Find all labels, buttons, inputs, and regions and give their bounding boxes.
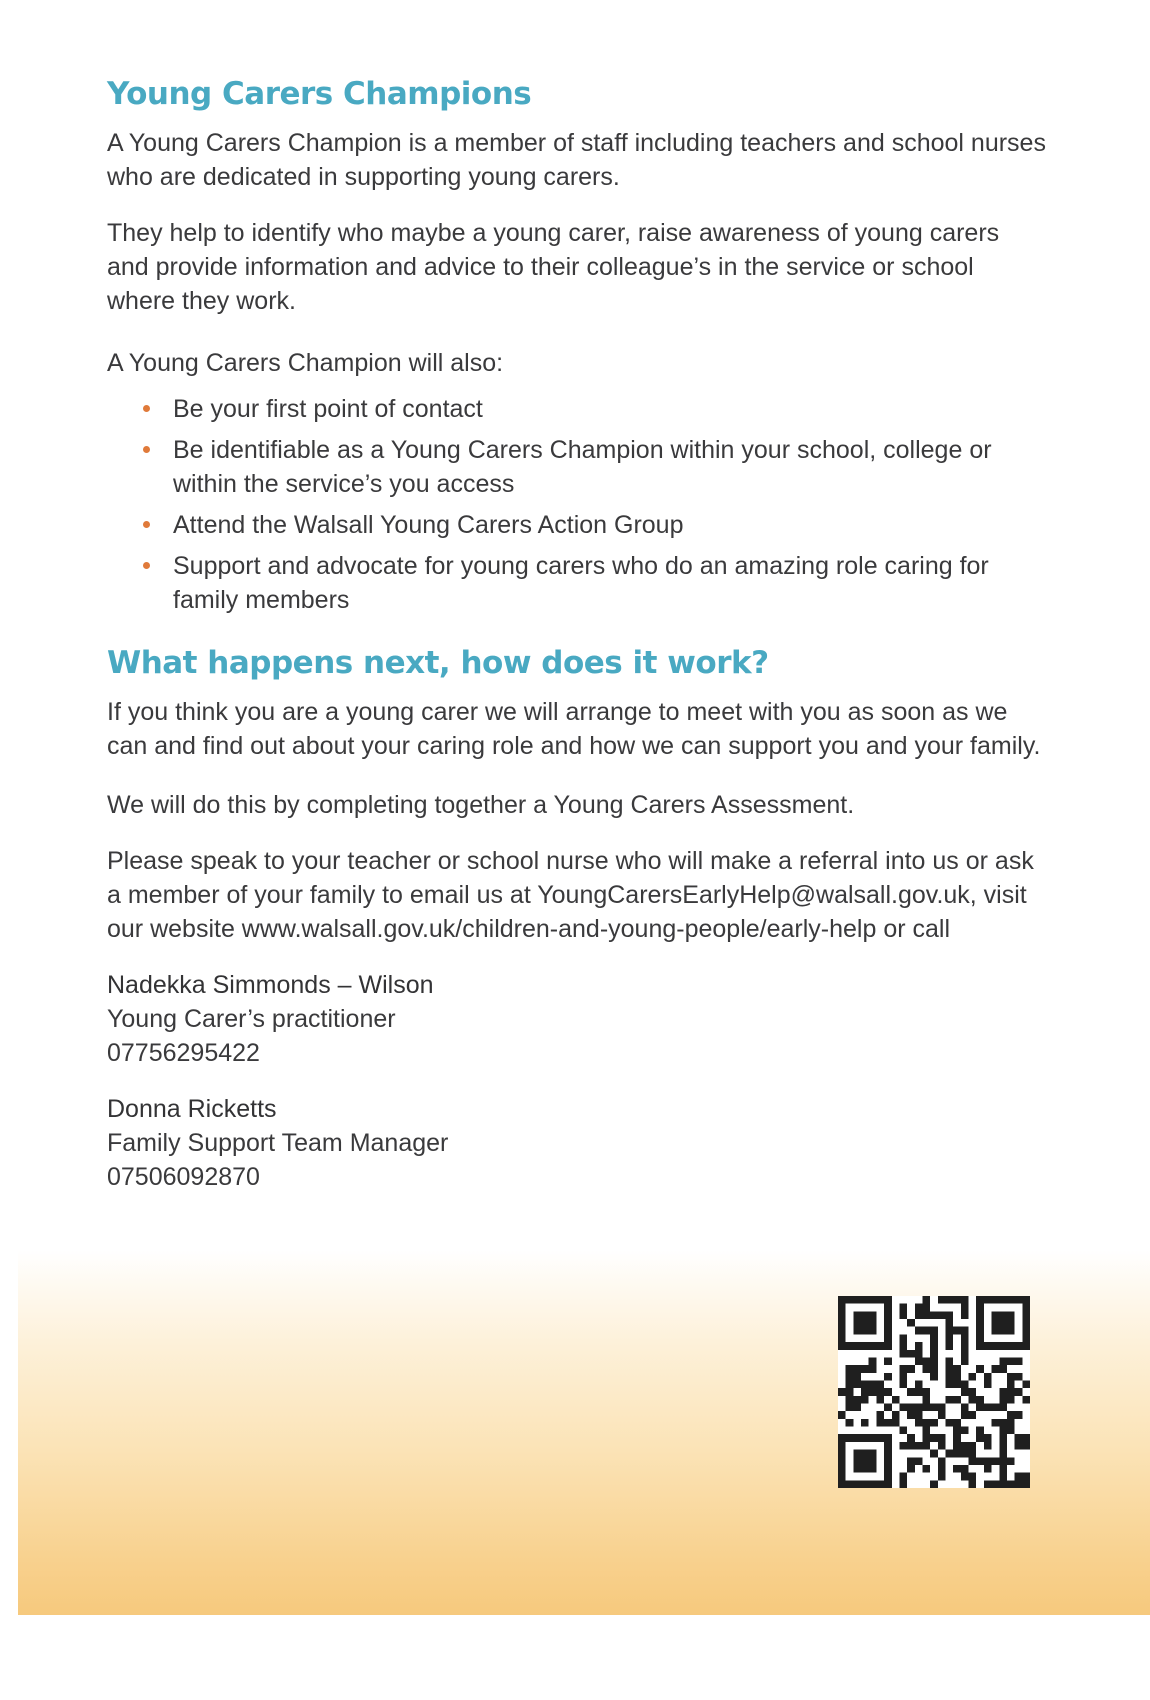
list-item (173, 508, 1047, 542)
contact-role: Family Support Team Manager (107, 1129, 449, 1157)
list-item (173, 392, 1047, 426)
contact-card (107, 968, 1047, 1070)
bullet-dot-icon (143, 446, 150, 453)
list-item (173, 433, 1047, 501)
champions-also-intro: A Young Carers Champion will also: (107, 349, 504, 377)
contact-phone: 07506092870 (107, 1163, 260, 1191)
contact-name: Donna Ricketts (107, 1095, 277, 1123)
contact-role: Young Carer’s practitioner (107, 1005, 396, 1033)
bullet-dot-icon (143, 405, 150, 412)
main-content (107, 76, 1047, 1194)
assessment-paragraph: We will do this by completing together a Young Carers Assessment. (107, 791, 855, 819)
bullet-dot-icon (143, 562, 150, 569)
champion-duties-list (107, 392, 1047, 617)
referral-paragraph: Please speak to your teacher or school nurse who will make a referral into us or ask a member of your family to email us at YoungCarersEarlyHelp@walsall.gov.uk, visit our website www.walsall.gov.uk/children-and-young-people/early-help or call (107, 847, 1034, 943)
contact-name: Nadekka Simmonds – Wilson (107, 971, 434, 999)
list-item-text: Be your first point of contact (173, 395, 483, 423)
list-item (173, 549, 1047, 617)
list-item-text: Attend the Walsall Young Carers Action Group (173, 511, 684, 539)
qr-code-icon (838, 1296, 1030, 1488)
champions-role-paragraph: They help to identify who maybe a young carer, raise awareness of young carers and provide information and advice to their colleague’s in the service or school where they work. (107, 219, 1000, 315)
contact-phone: 07756295422 (107, 1039, 260, 1067)
list-item-text: Support and advocate for young carers who do an amazing role caring for family members (173, 552, 989, 614)
champions-intro-paragraph: A Young Carers Champion is a member of staff including teachers and school nurses who are dedicated in supporting young carers. (107, 129, 1046, 191)
section-heading-next-steps: What happens next, how does it work? (107, 645, 769, 681)
contact-card (107, 1092, 1047, 1194)
section-heading-champions: Young Carers Champions (107, 76, 532, 112)
next-steps-paragraph: If you think you are a young carer we will arrange to meet with you as soon as we can and find out about your caring role and how we can support you and your family. (107, 698, 1041, 760)
list-item-text: Be identifiable as a Young Carers Champion within your school, college or within the service’s you access (173, 436, 992, 498)
bullet-dot-icon (143, 521, 150, 528)
